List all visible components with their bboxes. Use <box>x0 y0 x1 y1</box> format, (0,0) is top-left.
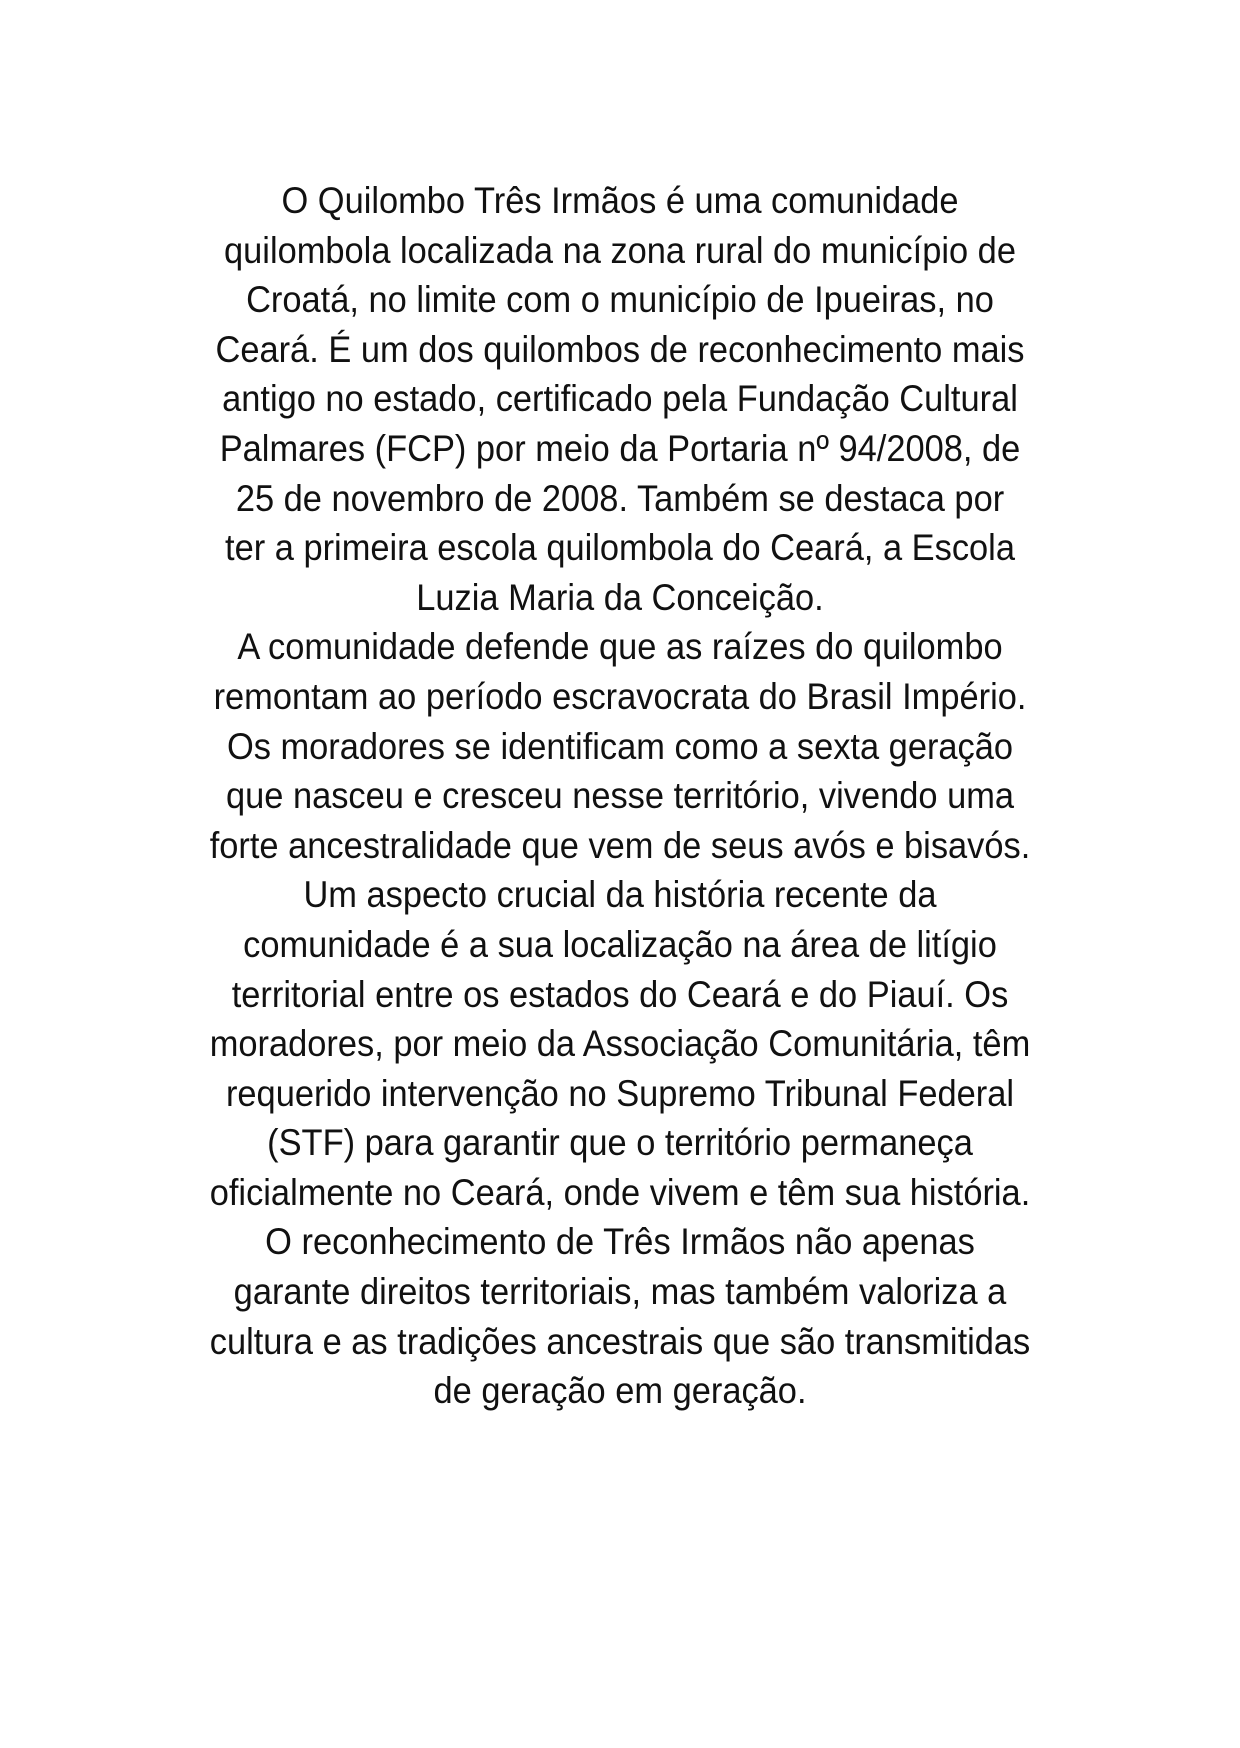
paragraph-history <box>0 622 1240 870</box>
text-line: que nasceu e cresceu nesse território, vivendo uma <box>225 775 1015 817</box>
text-line: de geração em geração. <box>433 1370 807 1412</box>
text-line: garante direitos territoriais, mas também valoriza a <box>233 1271 1007 1313</box>
text-line: quilombola localizada na zona rural do município de <box>224 229 1016 271</box>
text-line: requerido intervenção no Supremo Tribunal Federal <box>225 1072 1015 1114</box>
text-line: cultura e as tradições ancestrais que são transmitidas <box>209 1320 1031 1362</box>
text-line: Os moradores se identificam como a sexta geração <box>226 725 1014 767</box>
text-line: Um aspecto crucial da história recente da <box>303 874 937 916</box>
text-line: O Quilombo Três Irmãos é uma comunidade <box>281 180 959 221</box>
text-line: Ceará. É um dos quilombos de reconhecimento mais <box>215 328 1025 370</box>
paragraph-intro <box>0 176 1240 622</box>
text-line: moradores, por meio da Associação Comunitária, têm <box>209 1023 1031 1065</box>
text-line: oficialmente no Ceará, onde vivem e têm sua história. <box>209 1171 1031 1213</box>
paragraph-territorial-dispute <box>0 870 1240 1217</box>
text-line: Palmares (FCP) por meio da Portaria nº 94/2008, de <box>219 427 1021 469</box>
text-line: 25 de novembro de 2008. Também se destaca por <box>235 477 1005 519</box>
paragraph-recognition <box>0 1217 1240 1415</box>
text-line: Croatá, no limite com o município de Ipueiras, no <box>246 279 994 321</box>
text-line: ter a primeira escola quilombola do Ceará, a Escola <box>225 527 1015 569</box>
text-line: (STF) para garantir que o território permaneça <box>267 1122 973 1164</box>
text-line: territorial entre os estados do Ceará e do Piauí. Os <box>231 973 1009 1015</box>
text-line: antigo no estado, certificado pela Fundação Cultural <box>222 378 1018 420</box>
text-line: comunidade é a sua localização na área de litígio <box>243 923 997 965</box>
text-line: O reconhecimento de Três Irmãos não apenas <box>265 1221 975 1263</box>
text-line: Luzia Maria da Conceição. <box>416 576 824 618</box>
text-line: A comunidade defende que as raízes do quilombo <box>237 626 1003 668</box>
text-line: forte ancestralidade que vem de seus avós e bisavós. <box>209 824 1031 866</box>
document-body <box>0 176 1240 1416</box>
text-line: remontam ao período escravocrata do Brasil Império. <box>213 675 1027 717</box>
